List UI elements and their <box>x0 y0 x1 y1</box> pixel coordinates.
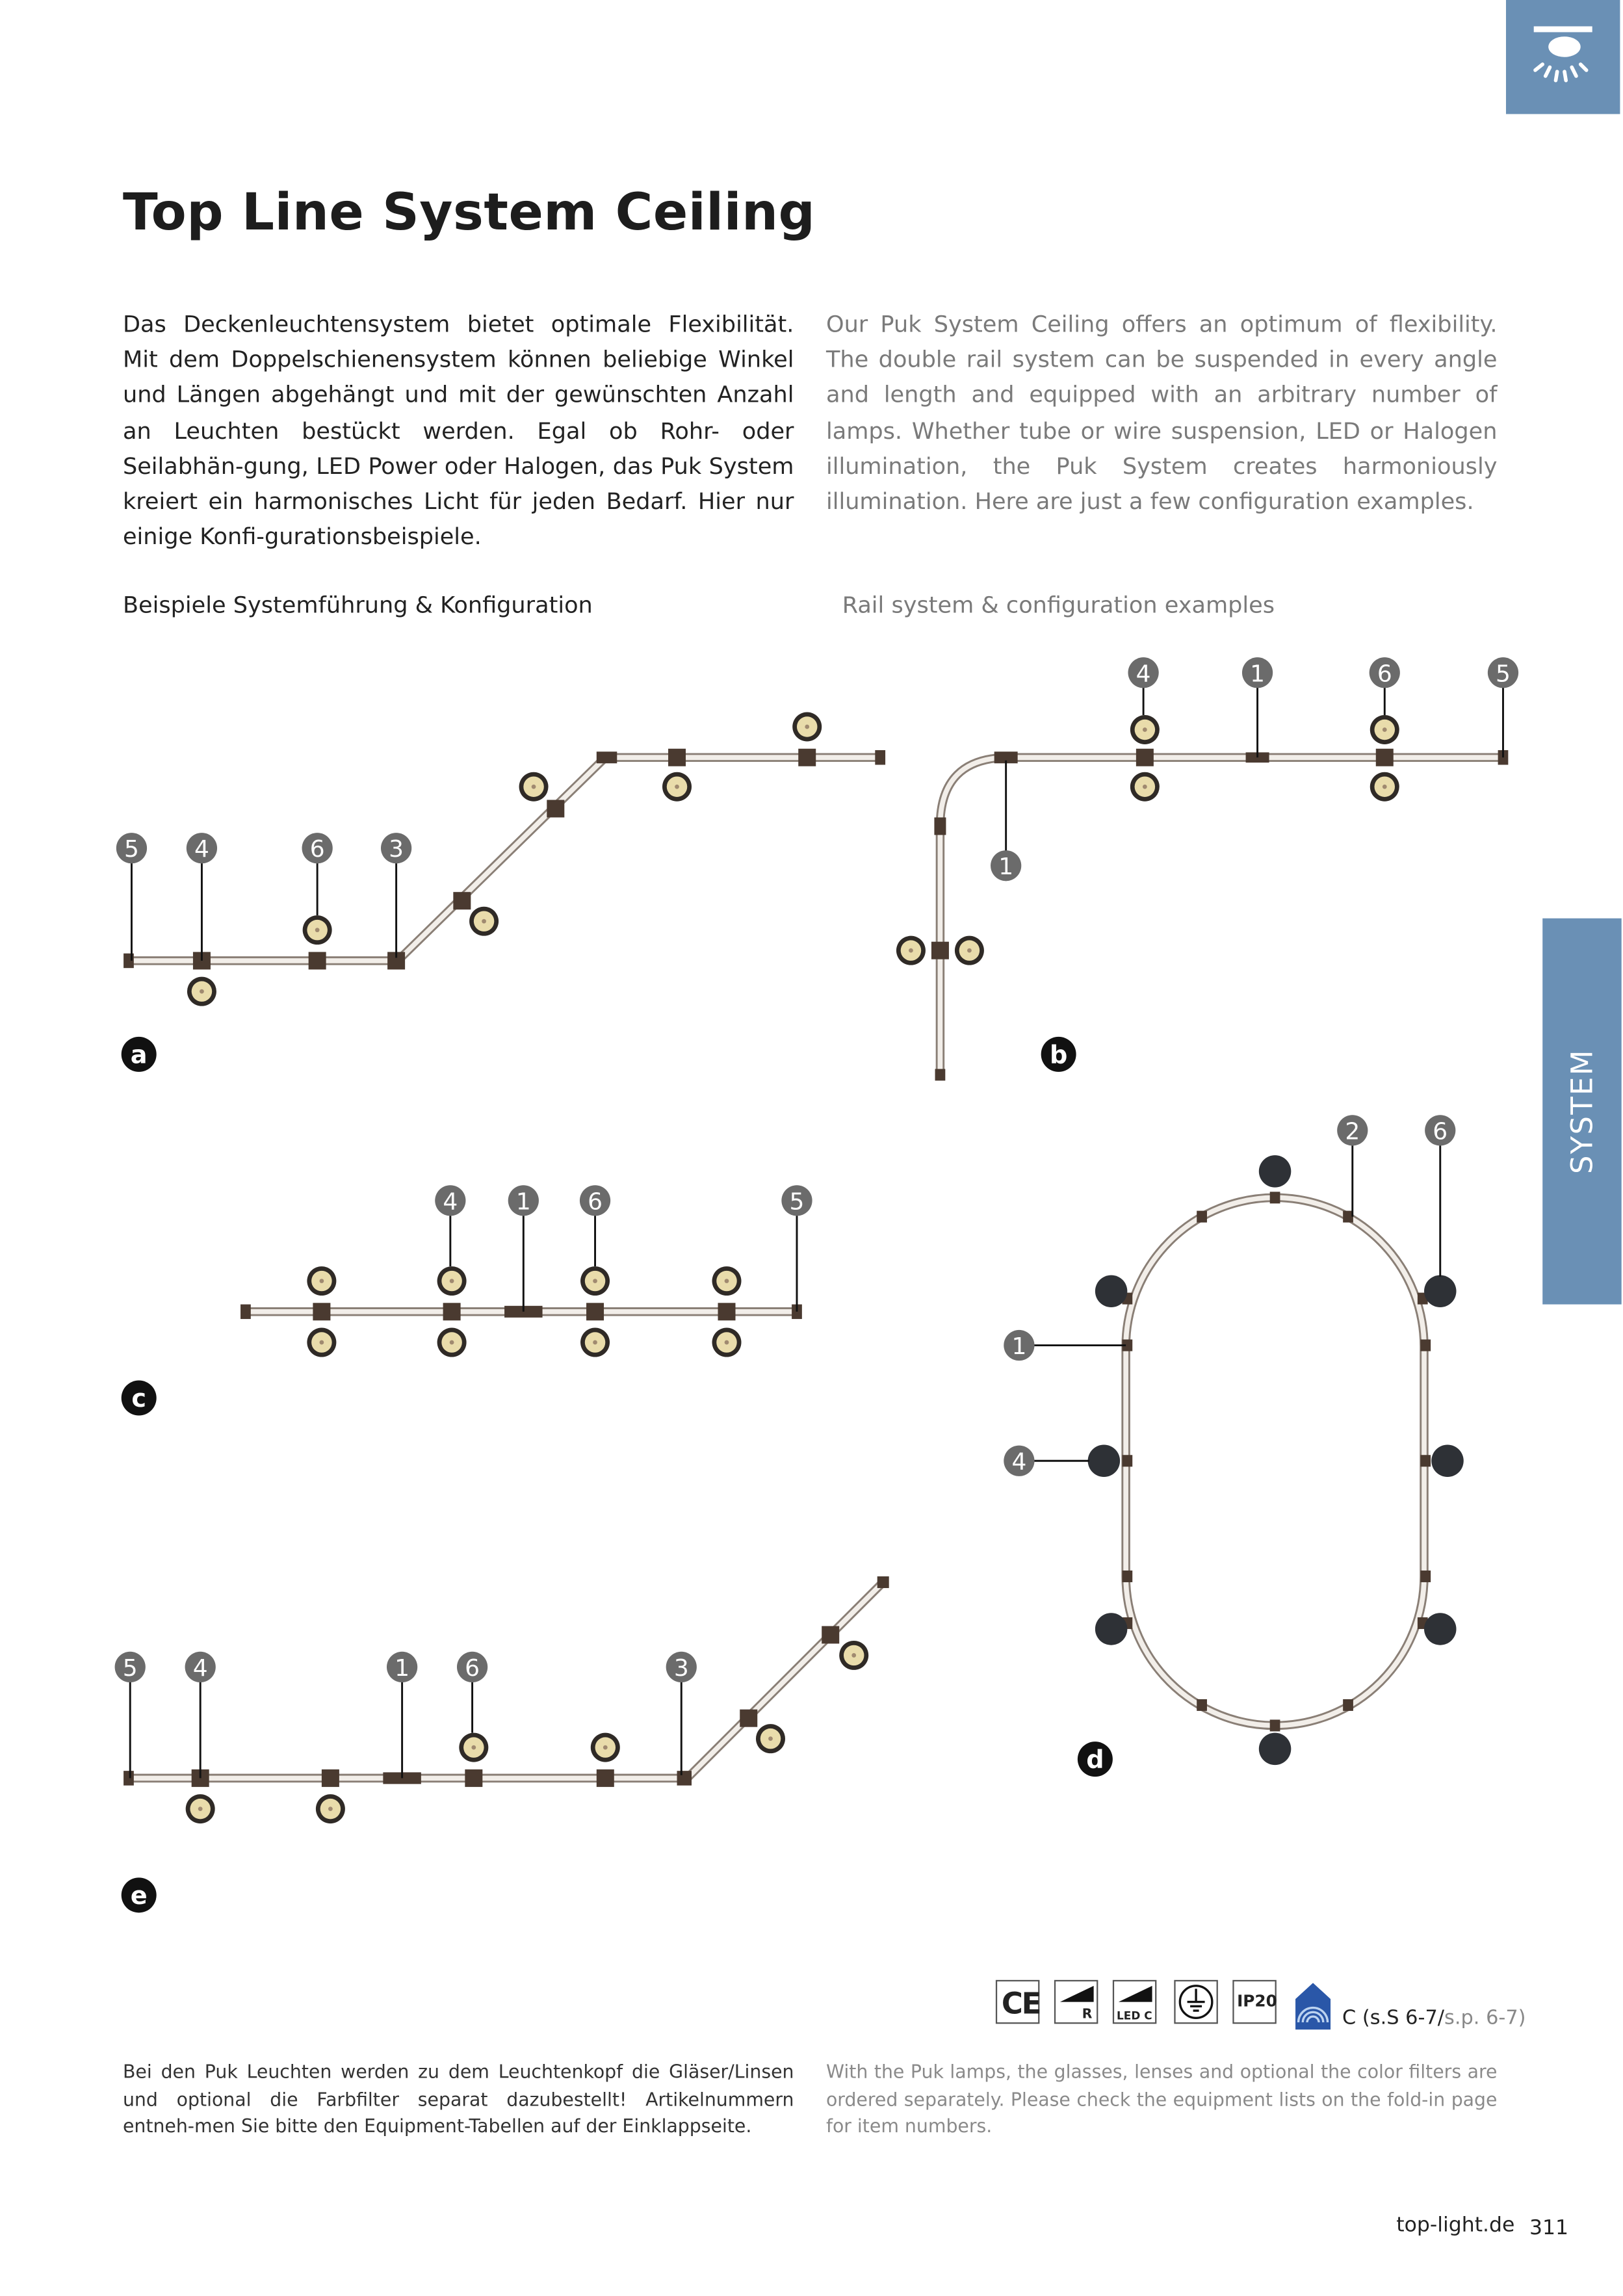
puk-lamp <box>1370 772 1399 802</box>
callout-number: 4 <box>1136 660 1151 688</box>
pendant-lamp <box>1088 1445 1120 1477</box>
connector <box>322 1769 339 1787</box>
puk-lamp <box>662 772 692 802</box>
callout-number: 1 <box>395 1654 410 1682</box>
page-number: 311 <box>1529 2217 1569 2241</box>
ip-rating-icon <box>1232 1980 1276 2024</box>
callout-number: 5 <box>124 836 139 863</box>
puk-lamp <box>307 1328 336 1357</box>
callout-number: 4 <box>1011 1448 1027 1476</box>
puk-lamp <box>955 936 984 965</box>
diagram-letter: c <box>131 1385 147 1414</box>
diagram-letter: b <box>1049 1041 1068 1070</box>
diagram-letter: a <box>130 1041 148 1070</box>
connector <box>1122 1571 1132 1582</box>
puk-lamp <box>519 772 549 802</box>
connector <box>1122 1455 1132 1467</box>
energy-class-reference <box>1342 2006 1526 2029</box>
ce-mark-icon <box>996 1980 1039 2024</box>
callout-number: 4 <box>192 1654 208 1682</box>
puk-lamp <box>187 977 216 1006</box>
puk-lamp <box>307 1266 336 1296</box>
dimmer-r-icon <box>1054 1980 1098 2024</box>
page-ref-german: (s.S 6-7/ <box>1356 2006 1445 2030</box>
callout-number: 4 <box>194 836 209 863</box>
puk-lamp <box>186 1794 215 1823</box>
puk-lamp <box>469 907 499 936</box>
energy-class: C <box>1342 2006 1357 2030</box>
callout-number: 1 <box>1011 1333 1027 1361</box>
puk-lamp <box>459 1733 488 1762</box>
diagram-letter: e <box>130 1881 148 1911</box>
energy-label-icon <box>1293 1983 1334 2029</box>
puk-lamp <box>1130 772 1160 802</box>
puk-lamp <box>580 1328 610 1357</box>
note-english: With the Puk lamps, the glasses, lenses and optional the color filters are ordered separately. Please check the equipment lists on the fold-in page for item numbers. <box>825 2060 1498 2137</box>
callout-number: 6 <box>309 836 325 863</box>
connector <box>597 1769 614 1787</box>
note-german: Bei den Puk Leuchten werden zu dem Leuchtenkopf die Gläser/Linsen und optional die Farbfilter separat dazubestellt! Artikelnummern entneh-men Sie bitte den Equipment-Tabellen auf der Einklappseite. <box>122 2060 794 2137</box>
connector <box>240 1305 251 1319</box>
pendant-lamp <box>1259 1155 1291 1187</box>
connector <box>1197 1211 1207 1223</box>
dimmer-led-text: LED C <box>1117 2009 1152 2023</box>
connector <box>931 942 949 959</box>
connector <box>718 1303 736 1320</box>
pendant-lamp <box>1095 1613 1127 1645</box>
callout-number: 1 <box>998 854 1014 881</box>
puk-lamp <box>303 915 332 945</box>
puk-lamp <box>896 936 926 965</box>
connector <box>547 800 564 817</box>
puk-lamp <box>712 1266 742 1296</box>
rail-inner <box>1126 1197 1424 1725</box>
callout-number: 5 <box>1496 660 1511 688</box>
connector <box>313 1303 330 1320</box>
connector <box>677 1771 692 1785</box>
connector <box>1343 1699 1353 1711</box>
connector <box>309 952 326 969</box>
protective-earth-icon <box>1174 1980 1217 2024</box>
puk-lamp <box>712 1328 742 1357</box>
website-link[interactable]: top-light.de <box>1396 2213 1515 2237</box>
puk-lamp <box>580 1266 610 1296</box>
pendant-lamp <box>1424 1613 1456 1645</box>
puk-lamp <box>316 1794 345 1823</box>
intro-text-english: Our Puk System Ceiling offers an optimum of flexibility. The double rail system can be suspended in every angle and length and equipped with an arbitrary number of lamps. Whether tube or wire suspension, LED or Halogen illumination, the Puk System creates harmoniously illumination. Here are just a few configuration examples. <box>825 311 1498 515</box>
callout-number: 6 <box>588 1188 603 1216</box>
dimmer-r-text: R <box>1082 2007 1093 2023</box>
connector <box>597 751 617 763</box>
ce-mark-text: CE <box>1001 1985 1041 2021</box>
callout-number: 1 <box>1250 660 1266 688</box>
puk-lamp <box>591 1733 620 1762</box>
dimmer-led-icon <box>1113 1980 1156 2024</box>
rail <box>1126 1197 1424 1725</box>
intro-text-german: Das Deckenleuchtensystem bietet optimale Flexibilität. Mit dem Doppelschienensystem können beliebige Winkel und Längen abgehängt und mit der gewünschten Anzahl an Leuchten bestückt werden. Egal ob Rohr- oder Seilabhän-gung, LED Power oder Halogen, das Puk System kreiert ein harmonisches Licht für jeden Bedarf. Hier nur einige Konfi-gurationsbeispiele. <box>122 311 794 551</box>
ip-rating-text: IP20 <box>1237 1991 1277 2011</box>
puk-lamp <box>756 1724 785 1753</box>
connector <box>443 1303 461 1320</box>
callout-number: 3 <box>389 836 404 863</box>
connector <box>877 1576 889 1588</box>
connector <box>1420 1340 1431 1351</box>
pendant-lamp <box>1259 1733 1291 1765</box>
puk-lamp <box>839 1641 868 1670</box>
callout-number: 1 <box>515 1188 531 1216</box>
connector <box>1197 1699 1207 1711</box>
pendant-lamp <box>1424 1275 1456 1307</box>
connector <box>934 817 946 835</box>
connector <box>1420 1455 1431 1467</box>
subtitle-german: Beispiele Systemführung & Konfiguration <box>122 592 593 619</box>
connector <box>1136 749 1154 766</box>
rail-inner <box>129 757 880 961</box>
callout-number: 2 <box>1345 1118 1360 1145</box>
pendant-lamp <box>1095 1275 1127 1307</box>
connector <box>453 892 471 909</box>
connector <box>1270 1192 1280 1203</box>
callout-number: 5 <box>122 1654 138 1682</box>
connector <box>123 1771 134 1785</box>
connector <box>1376 749 1394 766</box>
callout-number: 4 <box>443 1188 458 1216</box>
puk-lamp <box>1130 715 1160 744</box>
connector <box>822 1626 839 1643</box>
subtitle-english: Rail system & configuration examples <box>842 592 1275 619</box>
puk-lamp <box>437 1328 467 1357</box>
connector <box>798 749 816 766</box>
section-tab-label: SYSTEM <box>1564 1049 1600 1175</box>
puk-lamp <box>1370 715 1399 744</box>
callout-number: 6 <box>1433 1118 1448 1145</box>
pendant-lamp <box>1431 1445 1463 1477</box>
page-title: Top Line System Ceiling <box>122 184 816 243</box>
diagram-letter: d <box>1086 1745 1104 1775</box>
connector <box>875 750 885 764</box>
puk-lamp <box>792 712 822 742</box>
connector <box>1420 1571 1431 1582</box>
puk-lamp <box>437 1266 467 1296</box>
page-ref-english: s.p. 6-7) <box>1444 2006 1526 2030</box>
connector <box>586 1303 604 1320</box>
callout-number: 3 <box>673 1654 689 1682</box>
rail-inner <box>940 757 1503 1075</box>
rail <box>940 757 1503 1075</box>
connector <box>1270 1719 1280 1731</box>
connector <box>465 1769 482 1787</box>
callout-number: 5 <box>789 1188 805 1216</box>
callout-number: 6 <box>1377 660 1392 688</box>
connector <box>740 1710 757 1727</box>
connector <box>935 1069 946 1080</box>
callout-number: 6 <box>465 1654 480 1682</box>
connector <box>668 749 686 766</box>
